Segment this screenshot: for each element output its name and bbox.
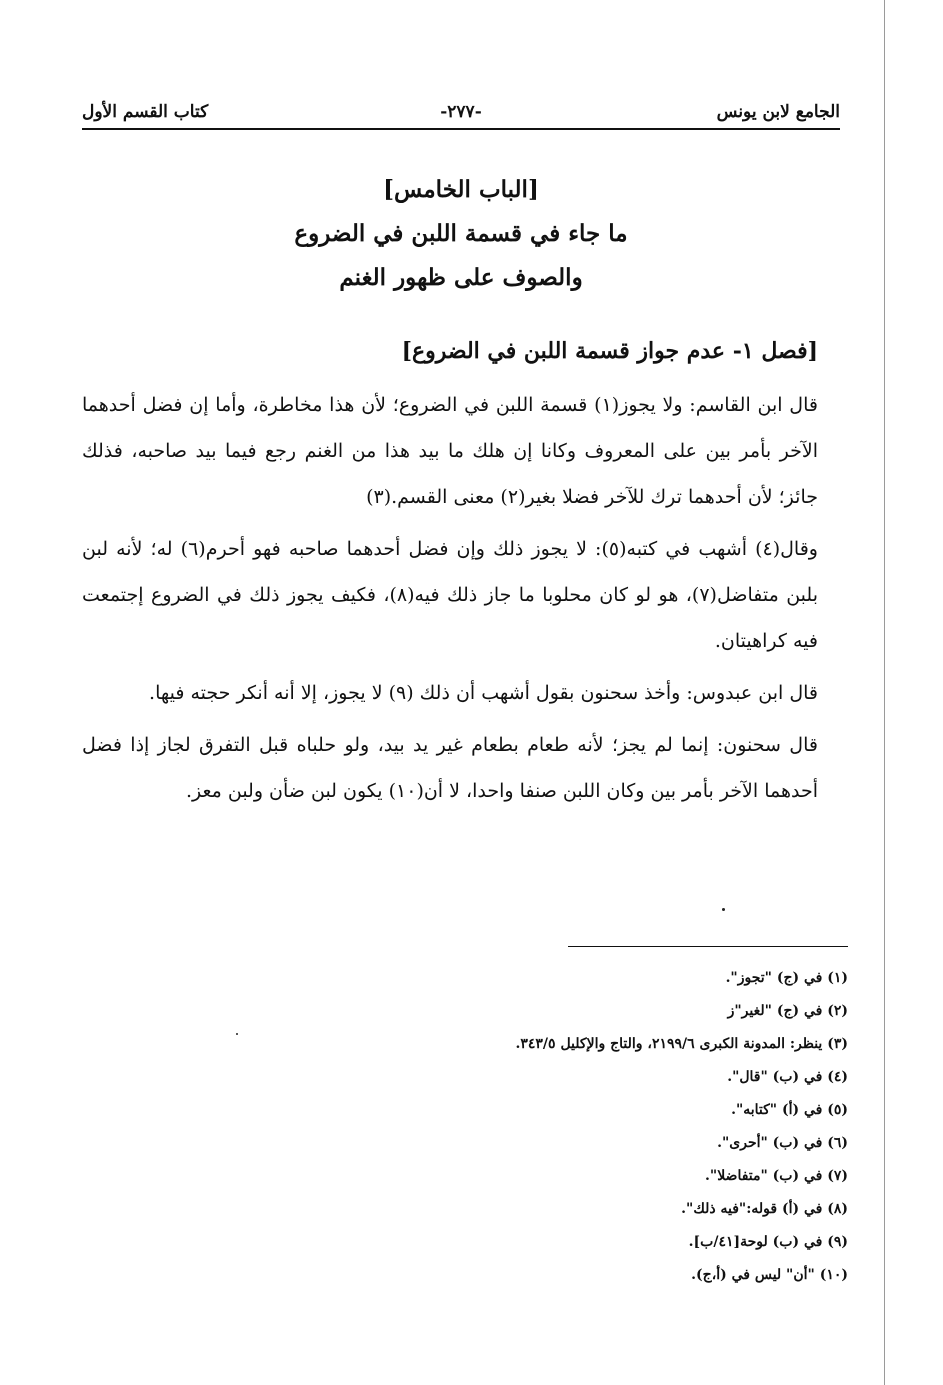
page-number: -٢٧٧- (440, 102, 482, 122)
footnote-8: (٨) في (أ) قوله:"فيه ذلك". (681, 1201, 848, 1217)
footnote-2: (٢) في (ج) "لغير"ز (727, 1003, 848, 1019)
footnote-9: (٩) في (ب) لوحة[٤١/ب]. (688, 1234, 848, 1250)
paragraph-2: وقال(٤) أشهب في كتبه(٥): لا يجوز ذلك وإن فضل أحدهما صاحبه فهو أحرم(٦) له؛ لأنه لبن بلبن متفاضل(٧)، هو لو كان محلوبا ما جاز ذلك فيه(٨)، فكيف يجوز ذلك في الضروع إجتمعت فيه كراهيتان. (82, 538, 818, 652)
running-header (82, 98, 840, 128)
chapter-title-line-1: ما جاء في قسمة اللبن في الضروع (294, 220, 628, 247)
footnote-rule (568, 946, 848, 947)
footnote-10: (١٠) "أن" ليس في (أ،ج). (691, 1267, 848, 1283)
scan-speck (722, 908, 725, 911)
body-text (82, 382, 818, 820)
footnote-5: (٥) في (أ) "كتابه". (731, 1102, 848, 1118)
header-rule (82, 128, 840, 130)
footnotes (300, 962, 848, 1292)
paragraph-1: قال ابن القاسم: ولا يجوز(١) قسمة اللبن في الضروع؛ لأن هذا مخاطرة، وأما إن فضل أحدهما الآخر بأمر بين على المعروف وكانا إن هلك ما بيد هذا من الغنم رجع فيما بيد صاحبه، فذلك جائز؛ لأن أحدهما ترك للآخر فضلا بغير(٢) معنى القسم.(٣) (82, 394, 818, 508)
footnote-3: (٣) ينظر: المدونة الكبرى ٢١٩٩/٦، والتاج والإكليل ٣٤٣/٥. (515, 1036, 848, 1052)
footnote-6: (٦) في (ب) "أحرى". (717, 1135, 848, 1151)
paragraph-3: قال ابن عبدوس: وأخذ سحنون بقول أشهب أن ذلك (٩) لا يجوز، إلا أنه أنكر حجته فيها. (149, 682, 818, 704)
scan-speck (236, 1033, 238, 1035)
paragraph-4: قال سحنون: إنما لم يجز؛ لأنه طعام بطعام غير يد بيد، ولو حلباه قبل التفرق لجاز إذا فضل أحدهما الآخر بأمر بين وكان اللبن صنفا واحدا، لا أن(١٠) يكون لبن ضأن ولبن معز. (82, 734, 818, 802)
header-book-title: الجامع لابن يونس (716, 102, 840, 122)
footnote-1: (١) في (ج) "تجوز". (725, 970, 848, 986)
chapter-title-line-2: والصوف على ظهور الغنم (339, 264, 583, 291)
footnote-4: (٤) في (ب) "قال". (727, 1069, 848, 1085)
chapter-label: [الباب الخامس] (383, 176, 539, 203)
header-section-title: كتاب القسم الأول (82, 102, 209, 122)
footnote-7: (٧) في (ب) "متفاضلا". (705, 1168, 848, 1184)
page-edge-line (884, 0, 885, 1385)
chapter-titles (82, 168, 840, 300)
section-heading: [فصل ١- عدم جواز قسمة اللبن في الضروع] (401, 338, 818, 364)
